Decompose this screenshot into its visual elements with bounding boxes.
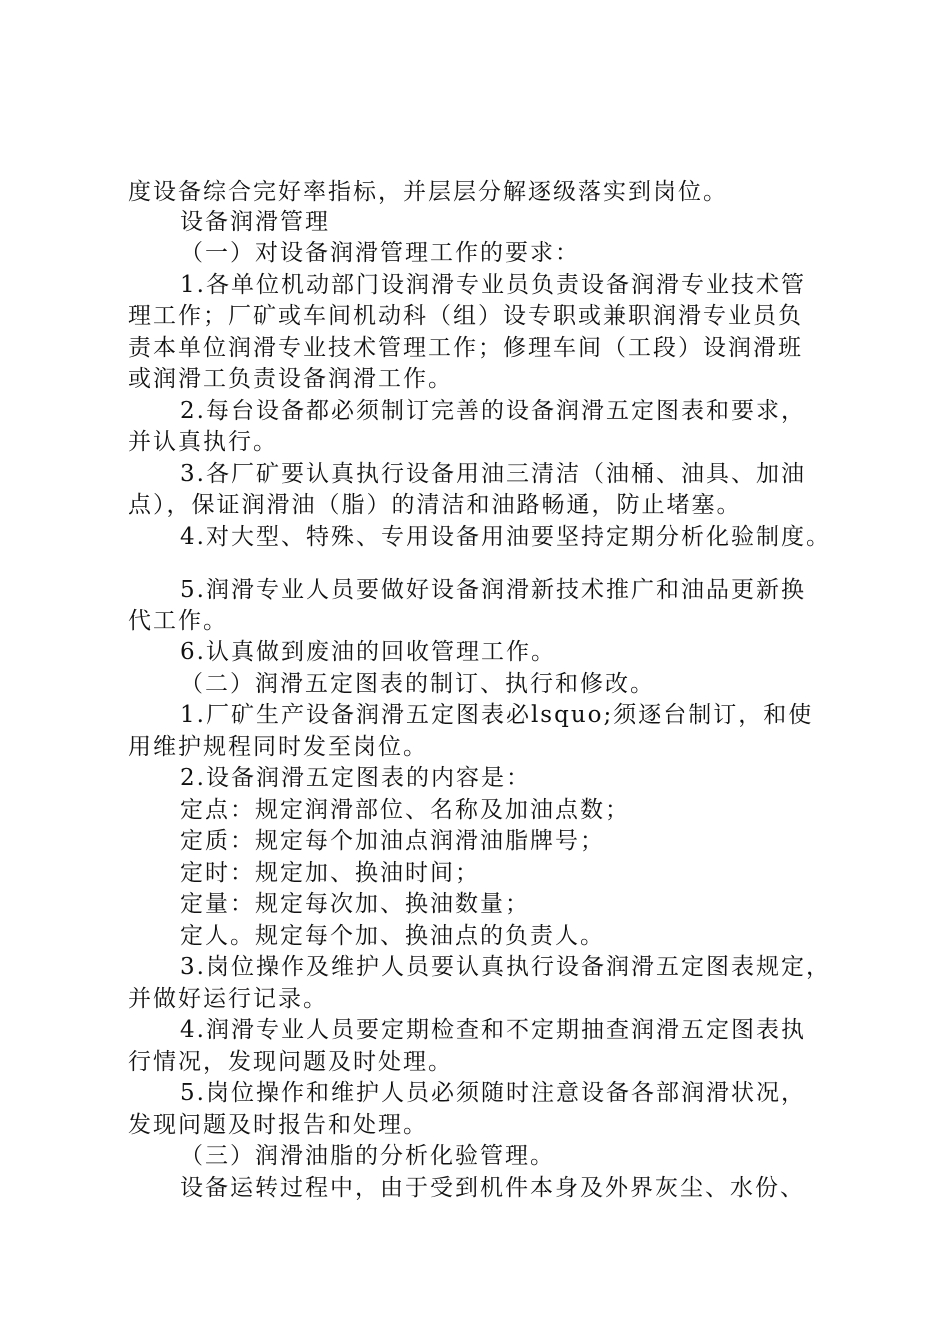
- text-line: 4.对大型、特殊、专用设备用油要坚持定期分析化验制度。: [180, 524, 831, 550]
- text-line: 发现问题及时报告和处理。: [128, 1112, 428, 1138]
- text-line: 1.厂矿生产设备润滑五定图表必lsquo;须逐台制订，和使: [180, 702, 814, 728]
- text-line: 定点：规定润滑部位、名称及加油点数；: [180, 797, 630, 823]
- text-line: 并做好运行记录。: [128, 986, 328, 1012]
- text-line: 点），保证润滑油（脂）的清洁和油路畅通，防止堵塞。: [128, 492, 742, 518]
- text-line: 定时：规定加、换油时间；: [180, 860, 480, 886]
- subsection-heading: （三）润滑油脂的分析化验管理。: [180, 1143, 555, 1169]
- text-line: 3.岗位操作及维护人员要认真执行设备润滑五定图表规定，: [180, 954, 831, 980]
- text-line: 定人。规定每个加、换油点的负责人。: [180, 923, 605, 949]
- text-line: 代工作。: [128, 608, 228, 634]
- text-line: 2.每台设备都必须制订完善的设备润滑五定图表和要求，: [180, 398, 806, 424]
- text-line: 2.设备润滑五定图表的内容是：: [180, 765, 531, 791]
- subsection-heading: （二）润滑五定图表的制订、执行和修改。: [180, 671, 655, 697]
- text-line: 6.认真做到废油的回收管理工作。: [180, 639, 556, 665]
- text-line: 责本单位润滑专业技术管理工作；修理车间（工段）设润滑班: [128, 335, 803, 361]
- text-line: 设备运转过程中，由于受到机件本身及外界灰尘、水份、: [180, 1175, 805, 1201]
- text-line: 理工作；厂矿或车间机动科（组）设专职或兼职润滑专业员负: [128, 303, 803, 329]
- text-line: 度设备综合完好率指标，并层层分解逐级落实到岗位。: [128, 179, 728, 205]
- text-line: 5.润滑专业人员要做好设备润滑新技术推广和油品更新换: [180, 577, 806, 603]
- text-line: 4.润滑专业人员要定期检查和不定期抽查润滑五定图表执: [180, 1017, 806, 1043]
- text-line: 定量：规定每次加、换油数量；: [180, 891, 530, 917]
- section-heading: 设备润滑管理: [180, 209, 330, 235]
- text-line: 5.岗位操作和维护人员必须随时注意设备各部润滑状况，: [180, 1080, 806, 1106]
- text-line: 或润滑工负责设备润滑工作。: [128, 366, 453, 392]
- text-line: 3.各厂矿要认真执行设备用油三清洁（油桶、油具、加油: [180, 461, 806, 487]
- text-line: 1.各单位机动部门设润滑专业员负责设备润滑专业技术管: [180, 272, 806, 298]
- text-line: 定质：规定每个加油点润滑油脂牌号；: [180, 828, 605, 854]
- text-line: 行情况，发现问题及时处理。: [128, 1049, 453, 1075]
- text-line: 并认真执行。: [128, 429, 278, 455]
- subsection-heading: （一）对设备润滑管理工作的要求：: [180, 240, 580, 266]
- text-line: 用维护规程同时发至岗位。: [128, 734, 428, 760]
